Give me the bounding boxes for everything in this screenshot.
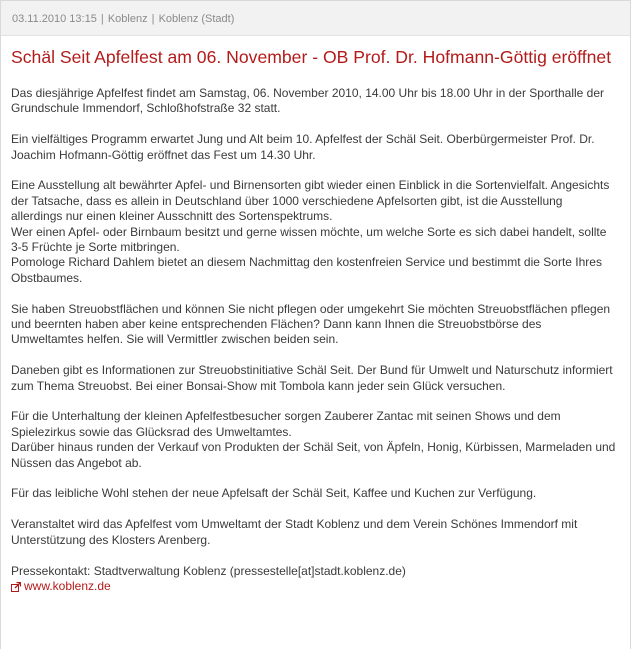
article-location: Koblenz [107,13,148,25]
press-contact: Pressekontakt: Stadtverwaltung Koblenz (pressestelle[at]stadt.koblenz.de) [11,564,406,579]
article-paragraph: Das diesjährige Apfelfest findet am Samstag, 06. November 2010, 14.00 Uhr bis 18.00 Uhr in der Sporthalle der Grundschule Immendorf, Schloßhofstraße 32 statt. [11,86,604,116]
article-meta-bar [1,1,630,36]
koblenz-website-link-label: www.koblenz.de [24,579,111,594]
article-paragraph: Veranstaltet wird das Apfelfest vom Umweltamt der Stadt Koblenz und dem Verein Schönes Immendorf mit Unterstützung des Klosters Arenberg. [11,517,578,547]
article-paragraph: Daneben gibt es Informationen zur Streuobstinitiative Schäl Seit. Der Bund für Umwelt und Naturschutz informiert zum Thema Streuobst. Bei einer Bonsai-Show mit Tombola kann jeder sein Glück versuchen. [11,363,613,393]
article-title: Schäl Seit Apfelfest am 06. November - OB Prof. Dr. Hofmann-Göttig eröffnet [11,47,612,67]
article-paragraph: Sie haben Streuobstflächen und können Sie nicht pflegen oder umgekehrt Sie möchten Streuobstflächen pflegen und beernten haben aber keine entsprechenden Flächen? Dann kann Ihnen die Streuobstbörse des Umweltamtes helfen. Sie will Vermittler zwischen beiden sein. [11,301,611,347]
article-paragraph: Eine Ausstellung alt bewährter Apfel- und Birnensorten gibt wieder einen Einblick in die Sortenvielfalt. Angesichts der Tatsache, dass es allein in Deutschland über 1000 verschiedene Apfelsorten gibt, ist die Ausstellung allerdings nur einen kleiner Ausschnitt des Sortenspektrums. Wer einen Apfel- oder Birnbaum besitzt und gerne wissen möchte, um welche Sorte es sich dabei handelt, sollte 3-5 Früchte je Sorte mitbringen. Pomologe Richard Dahlem bietet an diesem Nachmittag den kostenfreien Service und bestimmt die Sorte Ihres Obstbaumes. [11,178,610,285]
koblenz-website-link[interactable] [11,579,111,594]
article-meta [12,12,234,26]
article-datetime: 03.11.2010 13:15 [12,13,97,25]
article-content [11,47,616,594]
article-paragraph: Für die Unterhaltung der kleinen Apfelfestbesucher sorgen Zauberer Zantac mit seinen Shows und dem Spielezirkus sowie das Glücksrad des Umweltamtes. Darüber hinaus runden der Verkauf von Produkten der Schäl Seit, von Äpfeln, Honig, Kürbissen, Marmeladen und Nüssen das Angebot ab. [11,409,616,470]
meta-separator: | [151,13,155,25]
article-body [11,86,616,548]
external-link-icon [11,582,21,592]
article-paragraph: Für das leibliche Wohl stehen der neue Apfelsaft der Schäl Seit, Kaffee und Kuchen zur Verfügung. [11,486,537,501]
article-category: Koblenz (Stadt) [158,13,235,25]
article-paragraph: Ein vielfältiges Programm erwartet Jung und Alt beim 10. Apfelfest der Schäl Seit. Oberbürgermeister Prof. Dr. Joachim Hofmann-Göttig eröffnet das Fest um 14.30 Uhr. [11,132,595,162]
meta-separator: | [100,13,104,25]
